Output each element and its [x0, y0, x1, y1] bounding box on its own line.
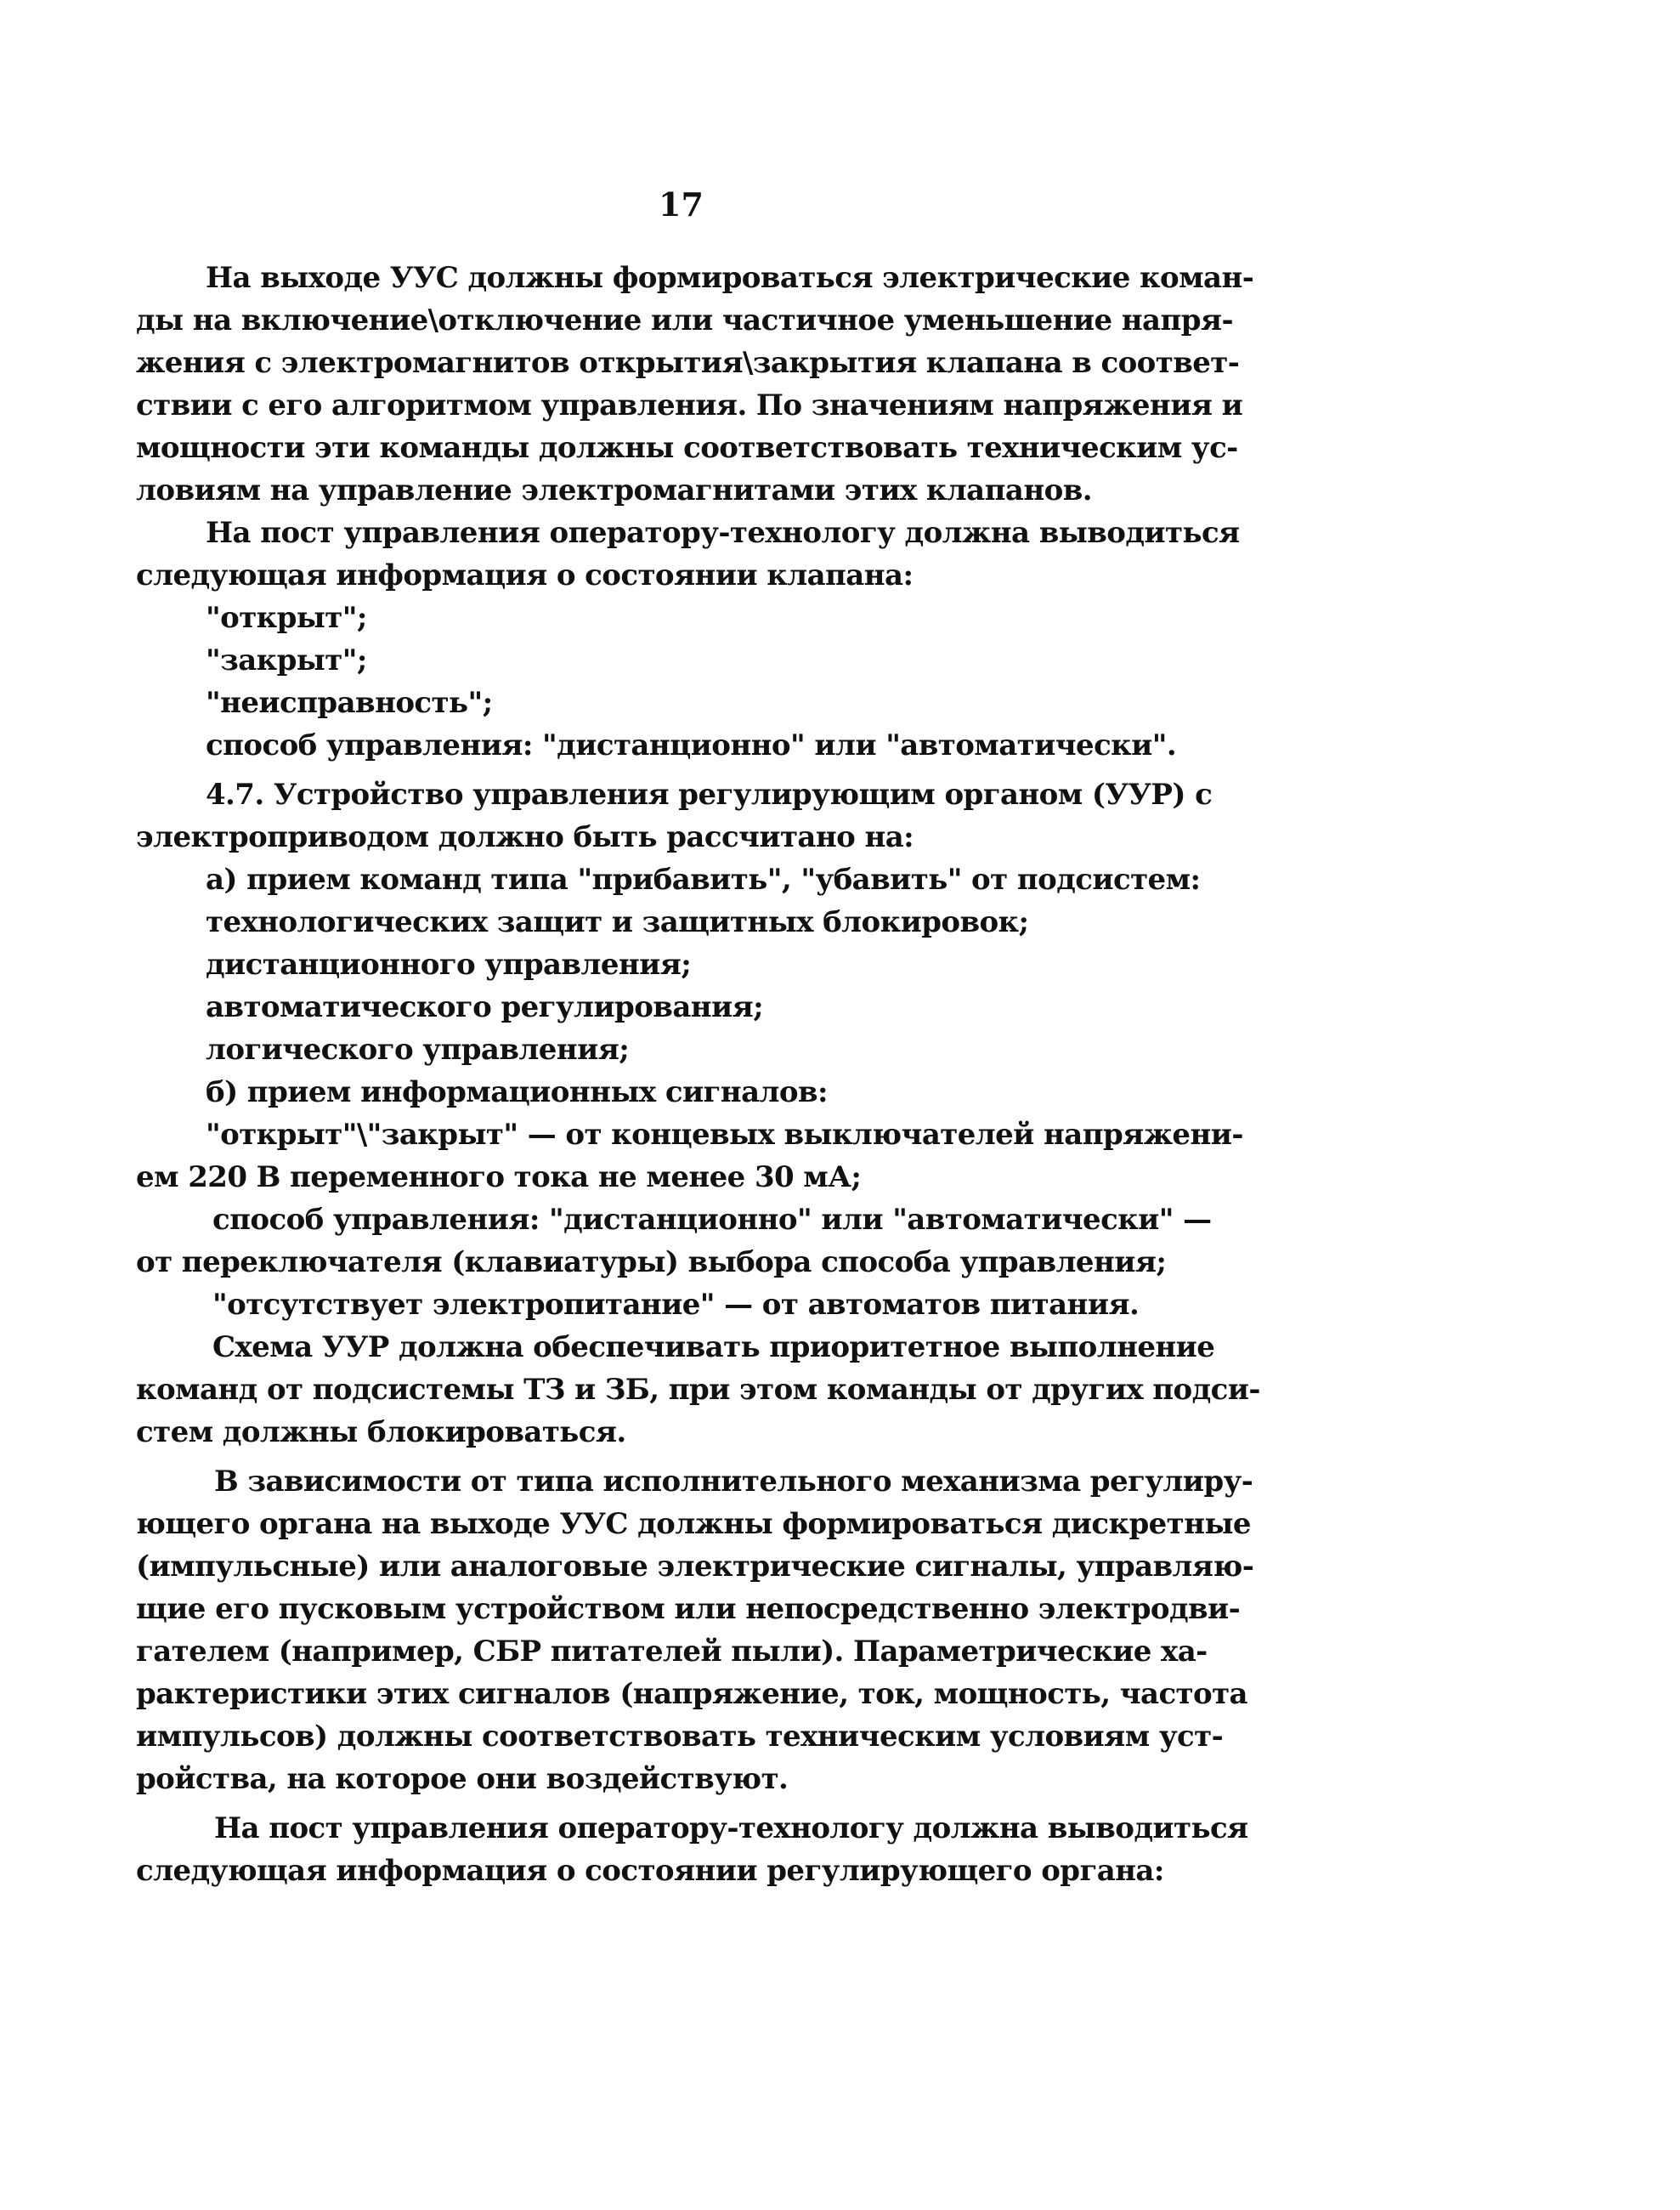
text-line: способ управления: "дистанционно" или "автоматически".	[206, 728, 1177, 762]
text-line: а) прием команд типа "прибавить", "убавить" от подсистем:	[206, 863, 1201, 897]
text-line: "открыт"\"закрыт" — от концевых выключателей напряжени-	[206, 1118, 1243, 1152]
body-text	[136, 257, 1260, 1892]
text-line: от переключателя (клавиатуры) выбора способа управления;	[136, 1245, 1167, 1279]
text-line: 4.7. Устройство управления регулирующим органом (УУР) с	[206, 778, 1213, 812]
text-line: импульсов) должны соответствовать техническим условиям уст-	[136, 1720, 1224, 1754]
text-line: На выходе УУС должны формироваться электрические коман-	[206, 261, 1254, 295]
text-line: мощности эти команды должны соответствовать техническим ус-	[136, 431, 1238, 465]
text-line: "открыт";	[206, 601, 367, 635]
text-line: технологических защит и защитных блокировок;	[206, 905, 1029, 939]
text-line: ем 220 В переменного тока не менее 30 мА;	[136, 1160, 862, 1194]
text-line: команд от подсистемы ТЗ и ЗБ, при этом команды от других подси-	[136, 1373, 1260, 1407]
text-line: следующая информация о состоянии клапана:	[136, 558, 914, 592]
text-line: На пост управления оператору-технологу должна выводиться	[206, 516, 1240, 550]
text-line: ды на включение\отключение или частичное уменьшение напря-	[136, 303, 1233, 337]
text-line: щие его пусковым устройством или непосредственно электродви-	[136, 1592, 1241, 1626]
text-line: "закрыт";	[206, 643, 367, 677]
text-line: дистанционного управления;	[206, 948, 692, 982]
text-line: В зависимости от типа исполнительного механизма регулиру-	[214, 1465, 1253, 1499]
text-line: (импульсные) или аналоговые электрические сигналы, управляю-	[136, 1550, 1254, 1584]
text-line: следующая информация о состоянии регулирующего органа:	[136, 1854, 1164, 1888]
page-number: 17	[659, 185, 704, 224]
text-line: "отсутствует электропитание" — от автоматов питания.	[212, 1288, 1140, 1322]
text-line: логического управления;	[206, 1033, 630, 1067]
text-line: автоматического регулирования;	[206, 990, 764, 1024]
text-line: гателем (например, СБР питателей пыли). Параметрические ха-	[136, 1635, 1208, 1669]
text-line: ствии с его алгоритмом управления. По значениям напряжения и	[136, 388, 1243, 422]
text-line: ловиям на управление электромагнитами этих клапанов.	[136, 473, 1092, 507]
text-line: ющего органа на выходе УУС должны формироваться дискретные	[136, 1507, 1251, 1541]
text-line: способ управления: "дистанционно" или "автоматически" —	[212, 1203, 1212, 1237]
text-line: Схема УУР должна обеспечивать приоритетное выполнение	[212, 1330, 1215, 1364]
text-line: жения с электромагнитов открытия\закрытия клапана в соответ-	[136, 346, 1240, 380]
text-line: рактеристики этих сигналов (напряжение, ток, мощность, частота	[136, 1677, 1247, 1711]
text-line: ройства, на которое они воздействуют.	[136, 1762, 789, 1796]
text-line: стем должны блокироваться.	[136, 1415, 626, 1449]
text-line: б) прием информационных сигналов:	[206, 1075, 828, 1109]
text-line: "неисправность";	[206, 686, 493, 720]
text-line: электроприводом должно быть рассчитано на:	[136, 820, 914, 854]
text-line: На пост управления оператору-технологу должна выводиться	[214, 1811, 1248, 1845]
